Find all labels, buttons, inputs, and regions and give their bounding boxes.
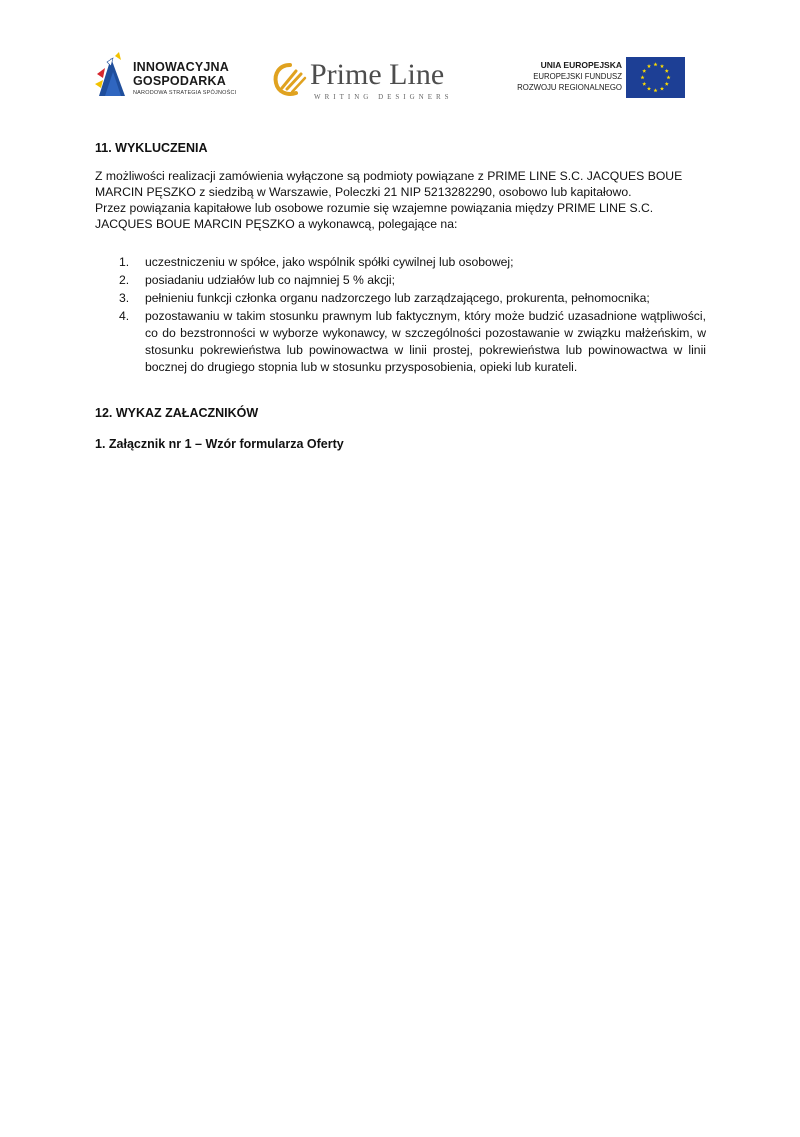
innowacyjna-gospodarka-logo — [95, 52, 255, 102]
list-item-number: 3. — [119, 291, 130, 305]
list-item-number: 1. — [119, 255, 130, 269]
list-item — [95, 272, 706, 289]
section-11-intro — [95, 168, 695, 232]
list-item-number: 4. — [119, 309, 130, 323]
logo-pl-tagline: WRITING DESIGNERS — [314, 93, 453, 101]
logo-ue-line1: UNIA EUROPEJSKA — [540, 60, 622, 70]
section-11 — [95, 140, 706, 156]
list-item-text: pozostawaniu w takim stosunku prawnym lub faktycznym, który może budzić uzasadnione wątpliwości, co do bezstronności w wyborze wykonawcy, w szczególności pozostawanie w związku małżeńskim, w stosunku pokrewieństwa lub powinowactwa w linii prostej, pokrewieństwa lub powinowactwa w linii bocznej do drugiego stopnia lub w stosunku przysposobienia, opieki lub kurateli. — [145, 309, 706, 374]
intro-line: Z możliwości realizacji zamówienia wyłączone są podmioty powiązane z PRIME LINE S.C. JACQUES BOUE — [95, 169, 683, 183]
intro-line: Przez powiązania kapitałowe lub osobowe rozumie się wzajemne powiązania między PRIME LINE S.C. — [95, 201, 654, 215]
list-item-text: posiadaniu udziałów lub co najmniej 5 % akcji; — [145, 273, 395, 287]
unia-europejska-logo — [514, 57, 689, 101]
list-item — [95, 308, 706, 376]
section-11-title: 11. WYKLUCZENIA — [95, 141, 208, 155]
list-item-text: uczestniczeniu w spółce, jako wspólnik spółki cywilnej lub osobowej; — [145, 255, 514, 269]
logo-ue-line2: EUROPEJSKI FUNDUSZ — [533, 72, 622, 81]
attachment-1: 1. Załącznik nr 1 – Wzór formularza Oferty — [95, 437, 344, 451]
eu-flag-icon — [626, 57, 685, 98]
section-12-title: 12. WYKAZ ZAŁACZNIKÓW — [95, 406, 259, 420]
logo-ue-line3: ROZWOJU REGIONALNEGO — [517, 83, 622, 92]
intro-line: MARCIN PĘSZKO z siedzibą w Warszawie, Poleczki 21 NIP 5213282290, osobowo lub kapitałowo. — [95, 185, 632, 199]
list-item-number: 2. — [119, 273, 130, 287]
logo-pl-name: Prime Line — [310, 58, 445, 91]
section-12 — [95, 405, 258, 421]
exclusion-list — [95, 254, 706, 377]
prime-line-logo — [272, 58, 468, 104]
logo-ig-line3: NARODOWA STRATEGIA SPÓJNOŚCI — [133, 90, 237, 96]
prime-line-emblem-icon — [272, 62, 308, 98]
list-item — [95, 290, 706, 307]
innowacyjna-gospodarka-emblem-icon — [95, 52, 129, 98]
logo-ig-line1: INNOWACYJNA — [133, 60, 229, 74]
list-item — [95, 254, 706, 271]
logo-ig-line2: GOSPODARKA — [133, 74, 226, 88]
list-item-text: pełnieniu funkcji członka organu nadzorczego lub zarządzającego, prokurenta, pełnomocnika; — [145, 291, 650, 305]
intro-line: JACQUES BOUE MARCIN PĘSZKO a wykonawcą, polegające na: — [95, 217, 458, 231]
